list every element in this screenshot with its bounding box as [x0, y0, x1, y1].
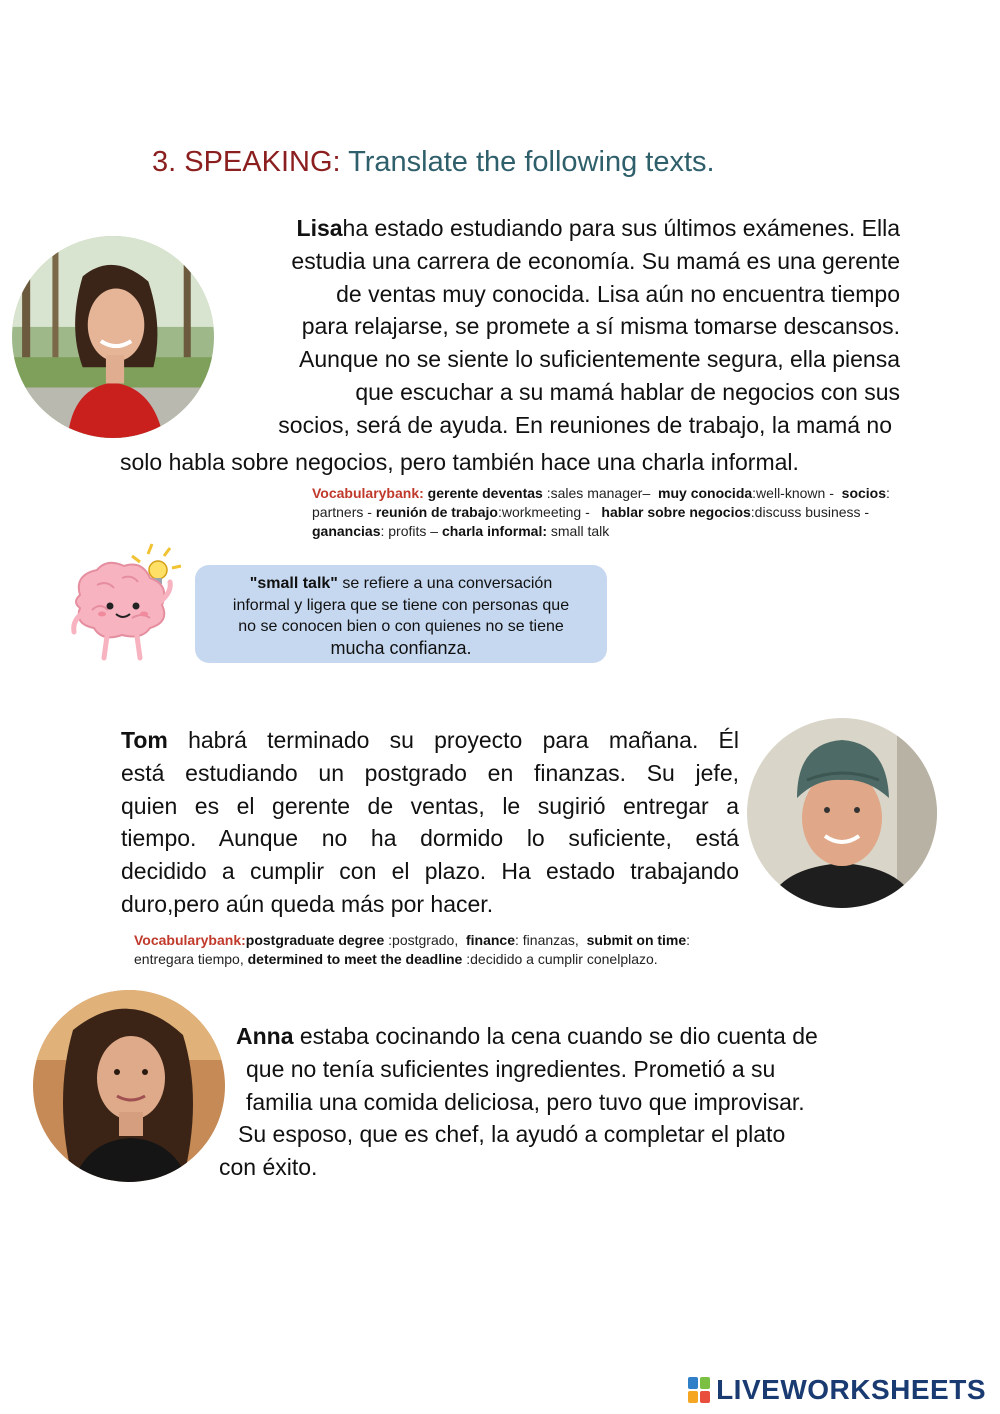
lisa-line-3: de ventas muy conocida. Lisa aún no encuentra tiempo [336, 280, 900, 307]
tom-line-5: decidido a cumplir con el plazo. Ha estado trabajando [121, 858, 739, 885]
lisa-line-2: estudia una carrera de economía. Su mamá es una gerente [291, 247, 900, 274]
anna-name: Anna [236, 1023, 294, 1049]
tom-line-4: tiempo. Aunque no ha dormido lo suficiente, está [121, 825, 739, 852]
logo-text: LIVEWORKSHEETS [716, 1374, 986, 1405]
tom-line-2: está estudiando un postgrado en finanzas. Su jefe, [121, 759, 739, 786]
lisa-vocab-line-3: ganancias: profits – charla informal: small talk [312, 523, 610, 539]
liveworksheets-logo[interactable] [688, 1374, 986, 1406]
lisa-line-8: solo habla sobre negocios, pero también hace una charla informal. [120, 448, 799, 475]
lisa-line-1: Lisaha estado estudiando para sus últimos exámenes. Ella [296, 215, 900, 241]
tom-vocab-line-2: entregara tiempo, determined to meet the deadline :decidido a cumplir conelplazo. [134, 951, 658, 967]
small-talk-definition-box: "small talk" se refiere a una conversación informal y ligera que se tiene con personas que no se conocen bien o con quienes no se tiene mucha confianza. [195, 565, 607, 663]
tom-line-1: Tom habrá terminado su proyecto para mañana. Él [121, 727, 740, 753]
anna-line-1: Anna estaba cocinando la cena cuando se dio cuenta de [236, 1023, 818, 1049]
title-instruction: Translate the following texts. [348, 146, 715, 178]
anna-line-2: que no tenía suficientes ingredientes. Prometió a su [246, 1055, 776, 1082]
lisa-name: Lisa [296, 215, 343, 241]
lisa-vocab [312, 484, 890, 541]
liveworksheets-logo-icon [688, 1377, 710, 1403]
tom-line-6: duro,pero aún queda más por hacer. [121, 890, 494, 917]
anna-line-5: con éxito. [219, 1154, 318, 1181]
small-talk-term: "small talk" [249, 575, 338, 592]
anna-line-3: familia una comida deliciosa, pero tuvo que improvisar. [246, 1088, 805, 1115]
tom-vocab-line-1: Vocabularybank:postgraduate degree :postgrado, finance: finanzas, submit on time: [134, 932, 691, 948]
lisa-paragraph [120, 212, 900, 478]
tom-vocab [134, 931, 690, 969]
lisa-line-4: para relajarse, se promete a sí misma tomarse descansos. [301, 313, 900, 340]
tom-paragraph [121, 724, 739, 921]
lisa-vocab-line-2: partners - reunión de trabajo:workmeeting - hablar sobre negocios:discuss business - [312, 504, 870, 520]
anna-photo [33, 990, 225, 1182]
tom-name: Tom [121, 727, 168, 753]
lisa-line-7: socios, será de ayuda. En reuniones de trabajo, la mamá no [278, 411, 892, 438]
tom-line-3: quien es el gerente de ventas, le sugirió entregar a [121, 792, 739, 819]
lisa-line-5: Aunque no se siente lo suficientemente segura, ella piensa [299, 346, 900, 373]
title-number: 3. SPEAKING: [152, 146, 341, 178]
anna-line-4: Su esposo, que es chef, la ayudó a completar el plato [238, 1121, 786, 1148]
brain-mascot-icon [62, 540, 187, 665]
tom-photo [747, 718, 937, 908]
lisa-vocab-line-1: Vocabularybank: gerente deventas :sales manager– muy conocida:well-known - socios: [312, 485, 890, 501]
lisa-line-6: que escuchar a su mamá hablar de negocios con sus [355, 378, 900, 405]
anna-paragraph [219, 1020, 919, 1184]
page-title [152, 146, 715, 179]
